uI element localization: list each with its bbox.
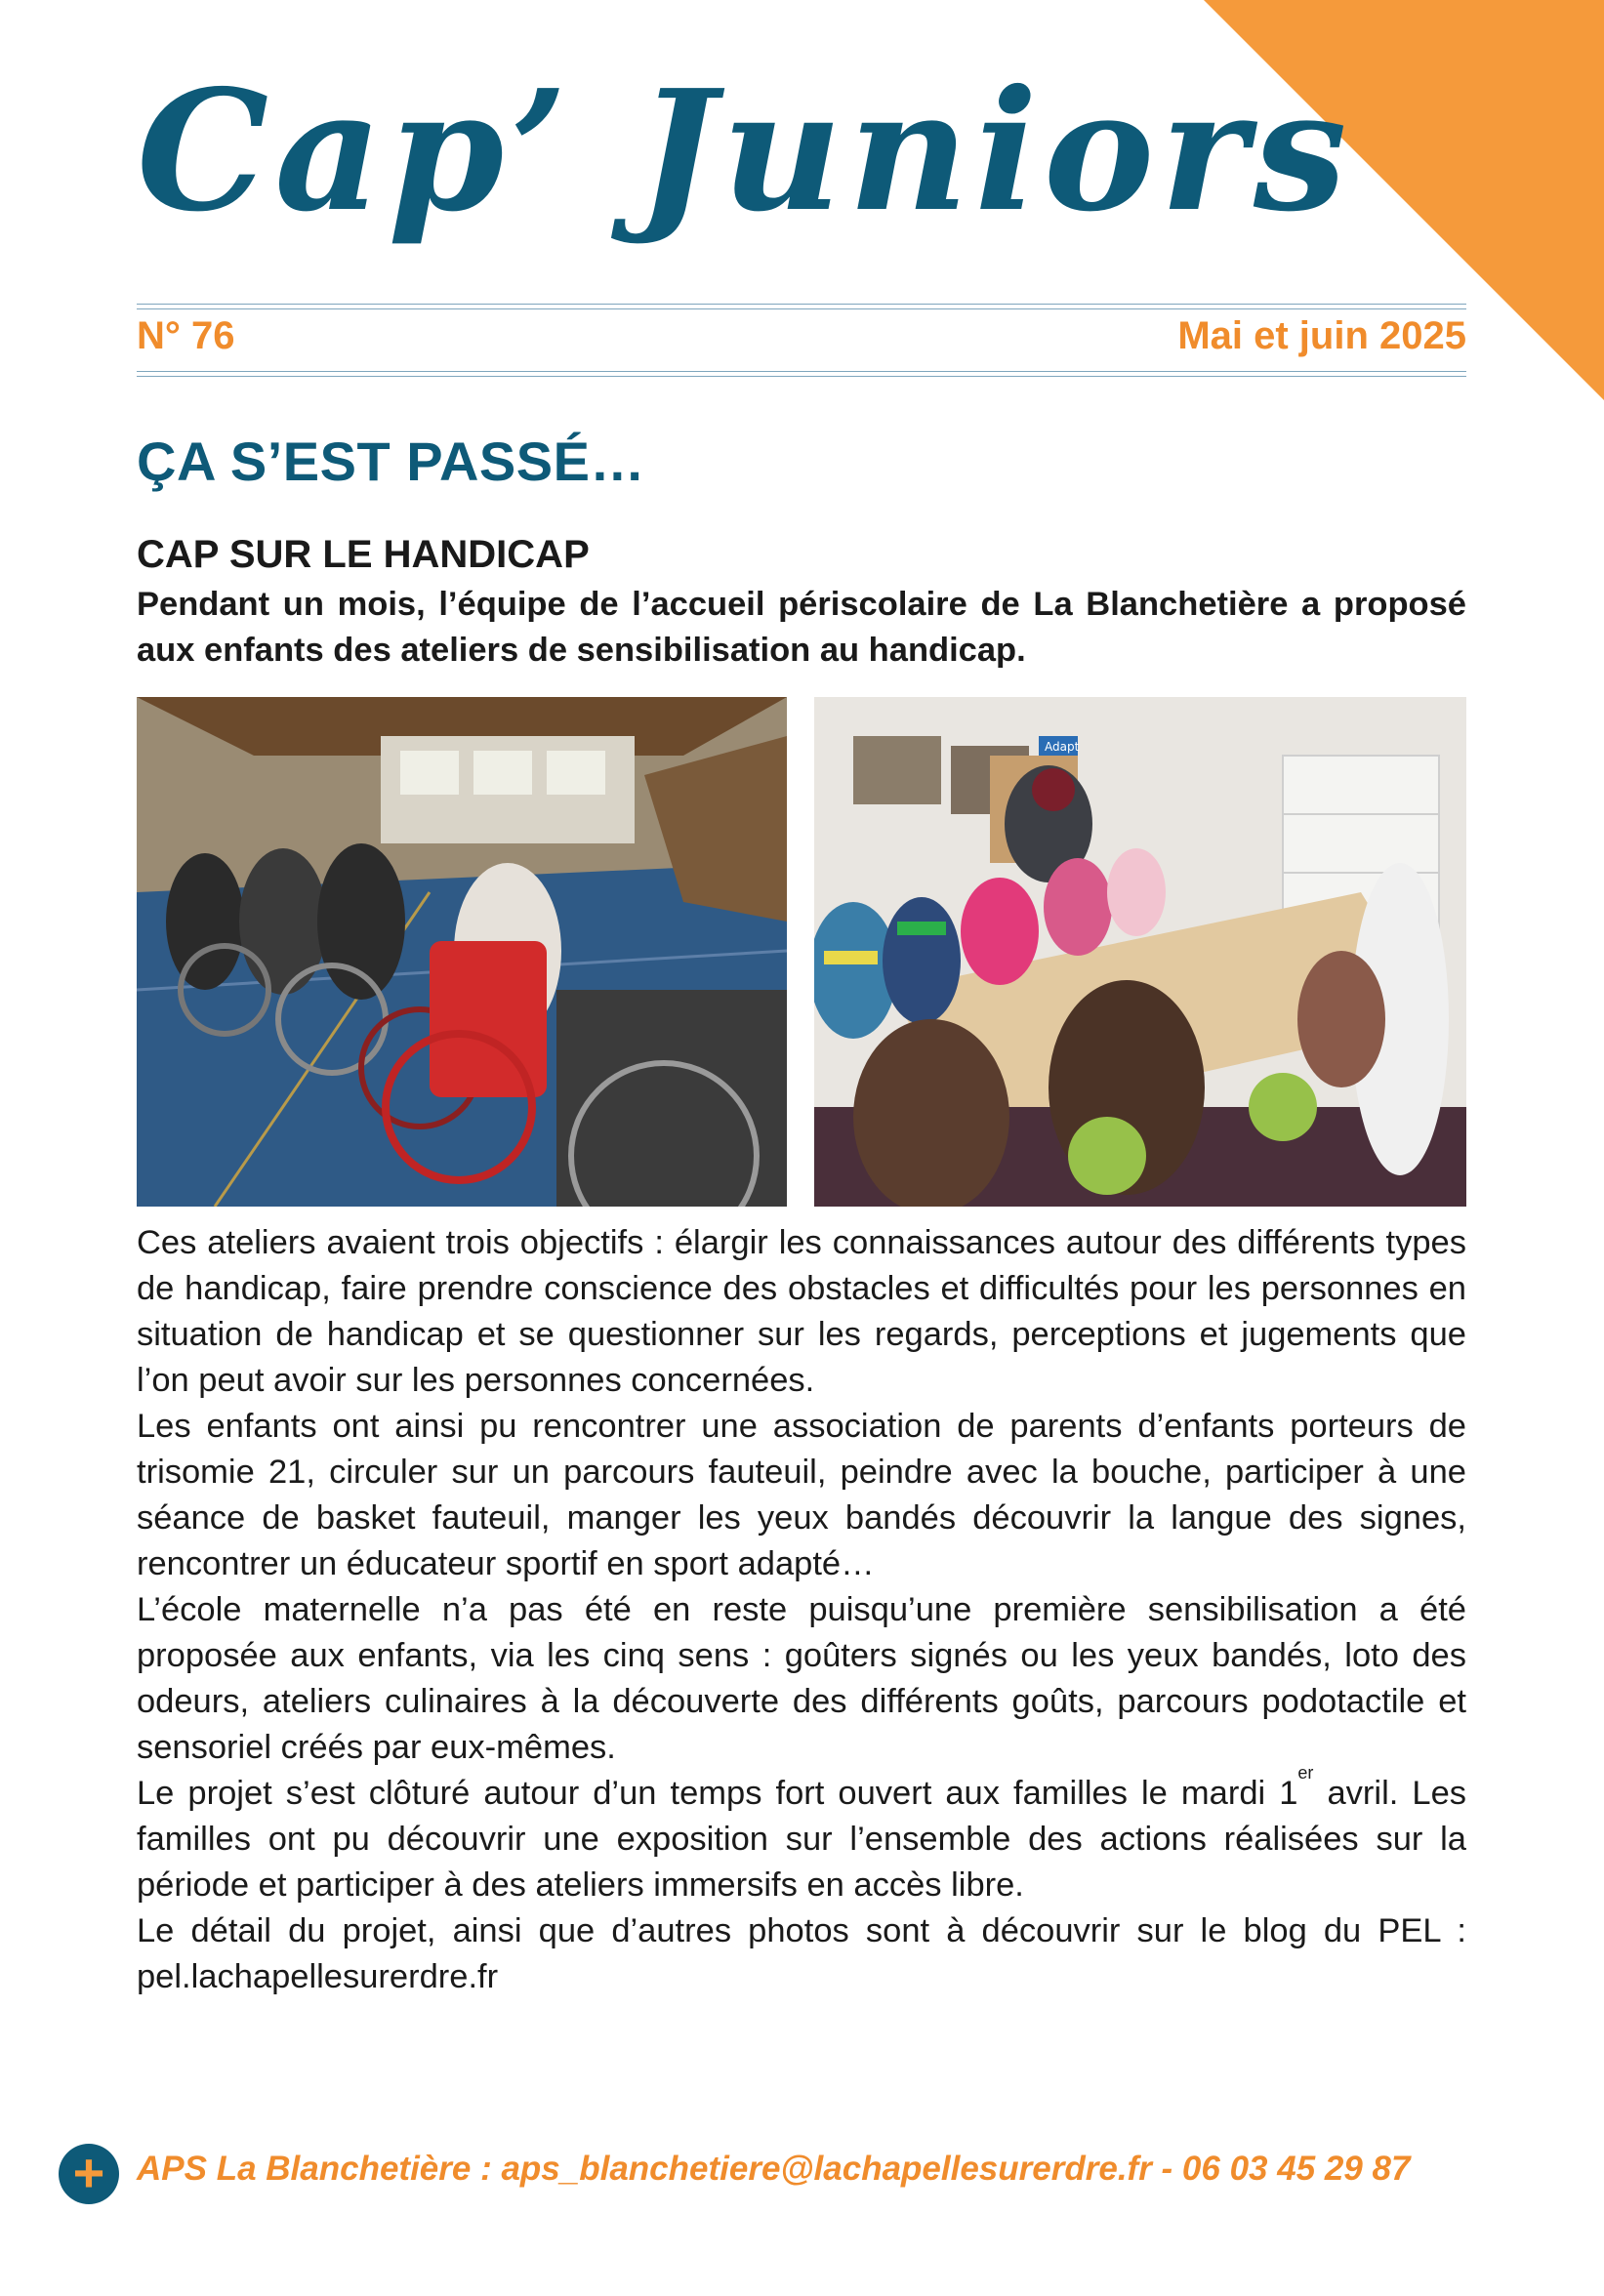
- article-title: CAP SUR LE HANDICAP: [137, 533, 590, 576]
- header-rule-top-2: [137, 308, 1466, 309]
- closing-text-start: Le projet s’est clôturé autour d’un temps fort ouvert aux familles le mardi 1: [137, 1775, 1298, 1812]
- header-rule-top: [137, 304, 1466, 305]
- section-title: ÇA S’EST PASSÉ…: [137, 430, 645, 492]
- header-rule-bottom: [137, 371, 1466, 372]
- article-body: [137, 1220, 1466, 2000]
- contact-line: APS La Blanchetière : aps_blanchetiere@lachapellesurerdre.fr - 06 03 45 29 87: [137, 2150, 1411, 2188]
- issue-number: N° 76: [137, 314, 235, 357]
- paragraph-objectives: Ces ateliers avaient trois objectifs : élargir les connaissances autour des différents types de handicap, faire prendre conscience des obstacles et difficultés pour les personnes en situation de handicap et se questionner sur les regards, perceptions et jugements que l’on peut avoir sur les personnes concernées.: [137, 1224, 1466, 1399]
- photo-blindfold-meal: [814, 697, 1466, 1207]
- photo-wheelchair-gym: [137, 697, 787, 1207]
- photo-sign-text: Adapt: [1045, 740, 1080, 754]
- issue-date: Mai et juin 2025: [1177, 314, 1466, 357]
- article-lead: Pendant un mois, l’équipe de l’accueil périscolaire de La Blanchetière a proposé aux enfants des ateliers de sensibilisation au handicap.: [137, 586, 1466, 669]
- plus-icon: +: [59, 2144, 119, 2204]
- ordinal-superscript: er: [1297, 1763, 1314, 1783]
- masthead-title: Cap’ Juniors: [137, 54, 1353, 249]
- closing-text-end: avril. Les familles ont pu découvrir une exposition sur l’ensemble des actions réalisées sur la période et participer à des ateliers immersifs en accès libre.: [137, 1775, 1467, 1904]
- paragraph-maternelle: L’école maternelle n’a pas été en reste puisqu’une première sensibilisation a été proposée aux enfants, via les cinq sens : goûters signés ou les yeux bandés, loto des odeurs, ateliers culinaires à la découverte des différents goûts, parcours podotactile et sensoriel créés par eux-mêmes.: [137, 1591, 1466, 1766]
- paragraph-activities: Les enfants ont ainsi pu rencontrer une association de parents d’enfants porteurs de trisomie 21, circuler sur un parcours fauteuil, peindre avec la bouche, participer à une séance de basket fauteuil, manger les yeux bandés découvrir la langue des signes, rencontrer un éducateur sportif en sport adapté…: [137, 1408, 1466, 1582]
- paragraph-blog: Le détail du projet, ainsi que d’autres photos sont à découvrir sur le blog du PEL : pel.lachapellesurerdre.fr: [137, 1912, 1466, 1995]
- paragraph-closing: [137, 1763, 1467, 1908]
- header-rule-bottom-2: [137, 376, 1466, 377]
